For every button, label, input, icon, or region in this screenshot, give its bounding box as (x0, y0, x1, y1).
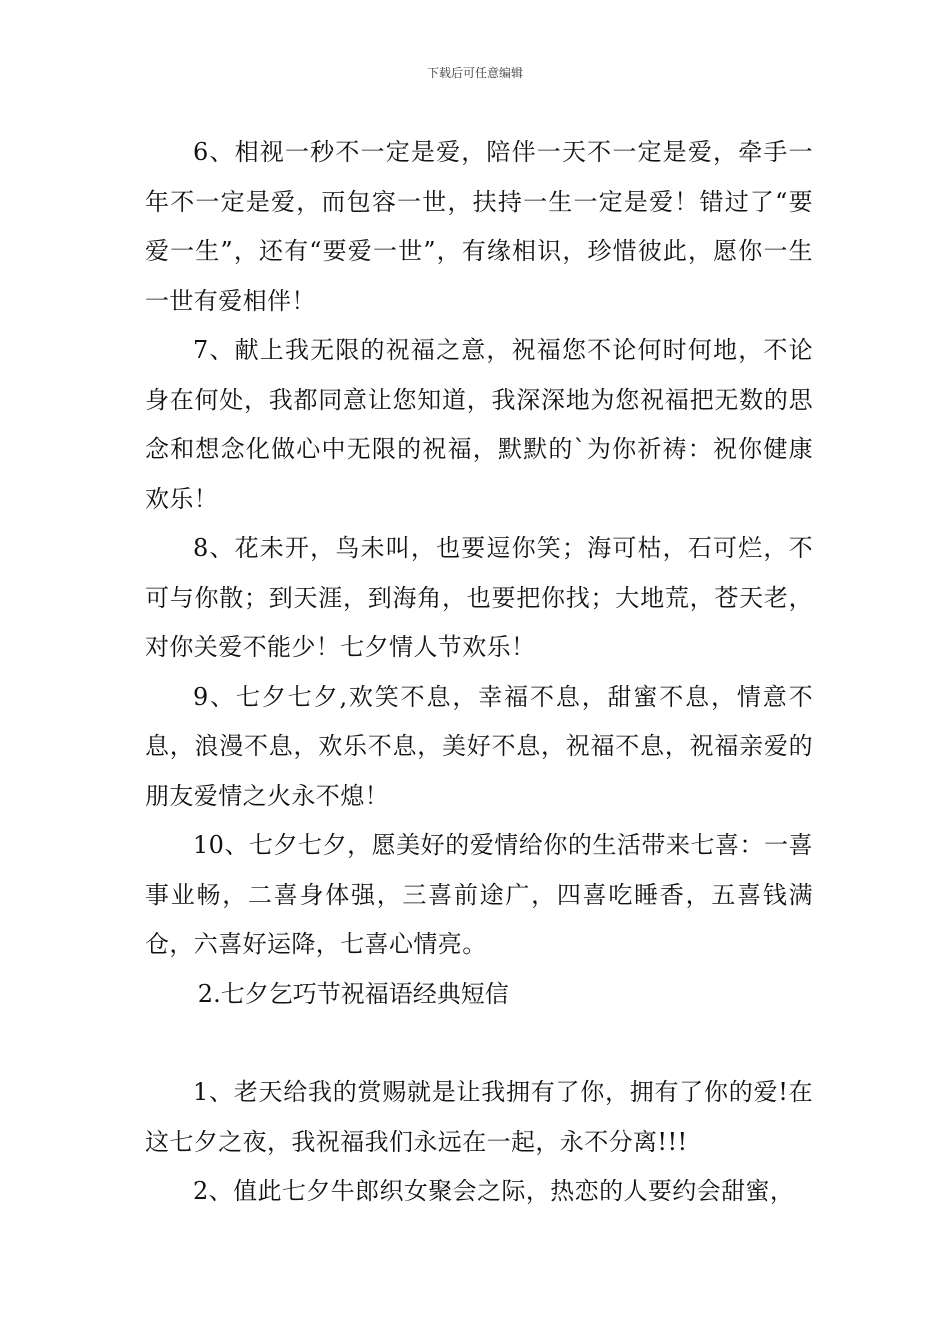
paragraph-sms-1: 1、老天给我的赏赐就是让我拥有了你，拥有了你的爱!在这七夕之夜，我祝福我们永远在一起，永不分离!!! (145, 1078, 813, 1156)
page-header: 下载后可任意编辑 (426, 66, 523, 80)
paragraph-wish-9: 9、七夕七夕,欢笑不息，幸福不息，甜蜜不息，情意不息，浪漫不息，欢乐不息，美好不息，祝福不息，祝福亲爱的朋友爱情之火永不熄！ (145, 682, 813, 810)
paragraph-wish-8: 8、花未开，鸟未叫，也要逗你笑；海可枯，石可烂，不可与你散；到天涯，到海角，也要把你找；大地荒，苍天老，对你关爱不能少！七夕情人节欢乐！ (145, 534, 813, 661)
paragraph-wish-6: 6、相视一秒不一定是爱，陪伴一天不一定是爱，牵手一年不一定是爱，而包容一世，扶持一生一定是爱！错过了“要爱一生”，还有“要爱一世”，有缘相识，珍惜彼此，愿你一生一世有爱相伴！ (145, 138, 813, 315)
paragraph-sms-2: 2、值此七夕牛郎织女聚会之际，热恋的人要约会甜蜜， (193, 1177, 795, 1205)
blank-line (145, 1019, 813, 1068)
document-body (145, 128, 813, 1217)
paragraph-wish-10: 10、七夕七夕，愿美好的爱情给你的生活带来七喜：一喜事业畅，二喜身体强，三喜前途广，四喜吃睡香，五喜钱满仓，六喜好运降，七喜心情亮。 (145, 831, 813, 958)
paragraph-wish-7: 7、献上我无限的祝福之意，祝福您不论何时何地，不论身在何处，我都同意让您知道，我深深地为您祝福把无数的思念和想念化做心中无限的祝福，默默的`为你祈祷：祝你健康欢乐！ (145, 336, 813, 513)
section-heading: 2.七夕乞巧节祝福语经典短信 (197, 979, 509, 1008)
